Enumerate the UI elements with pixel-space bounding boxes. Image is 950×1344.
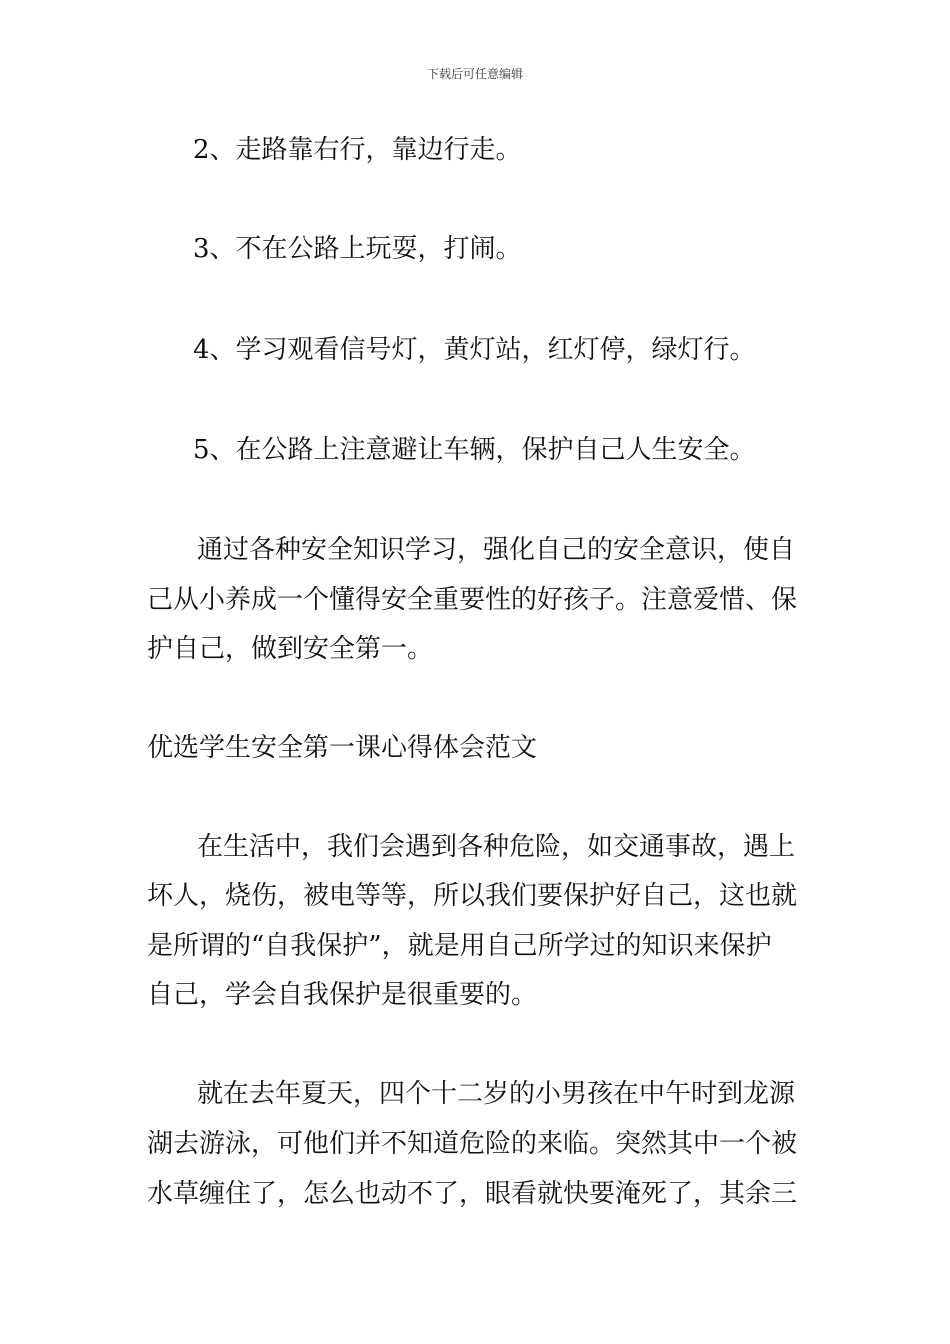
list-item: 4、学习观看信号灯，黄灯站，红灯停，绿灯行。 bbox=[193, 335, 756, 365]
section-title: 优选学生安全第一课心得体会范文 bbox=[147, 733, 538, 763]
list-item: 5、在公路上注意避让车辆，保护自己人生安全。 bbox=[193, 435, 756, 465]
paragraph-line: 己从小养成一个懂得安全重要性的好孩子。注意爱惜、保 bbox=[147, 585, 798, 615]
paragraph-line: 湖去游泳，可他们并不知道危险的来临。突然其中一个被 bbox=[147, 1129, 798, 1159]
paragraph-line: 水草缠住了，怎么也动不了，眼看就快要淹死了，其余三 bbox=[147, 1179, 798, 1209]
paragraph-line: 就在去年夏天，四个十二岁的小男孩在中午时到龙源 bbox=[197, 1079, 796, 1109]
paragraph-line: 护自己，做到安全第一。 bbox=[147, 634, 434, 664]
paragraph-line: 是所谓的“自我保护”，就是用自己所学过的知识来保护 bbox=[147, 931, 772, 961]
paragraph-line: 坏人，烧伤，被电等等，所以我们要保护好自己，这也就 bbox=[147, 881, 798, 911]
paragraph-line: 在生活中，我们会遇到各种危险，如交通事故，遇上 bbox=[197, 832, 796, 862]
page-header: 下载后可任意编辑 bbox=[426, 67, 523, 81]
list-item: 3、不在公路上玩耍，打闹。 bbox=[193, 234, 522, 264]
paragraph-line: 自己，学会自我保护是很重要的。 bbox=[147, 980, 538, 1010]
list-item: 2、走路靠右行，靠边行走。 bbox=[193, 135, 522, 165]
paragraph-line: 通过各种安全知识学习，强化自己的安全意识，使自 bbox=[197, 535, 796, 565]
